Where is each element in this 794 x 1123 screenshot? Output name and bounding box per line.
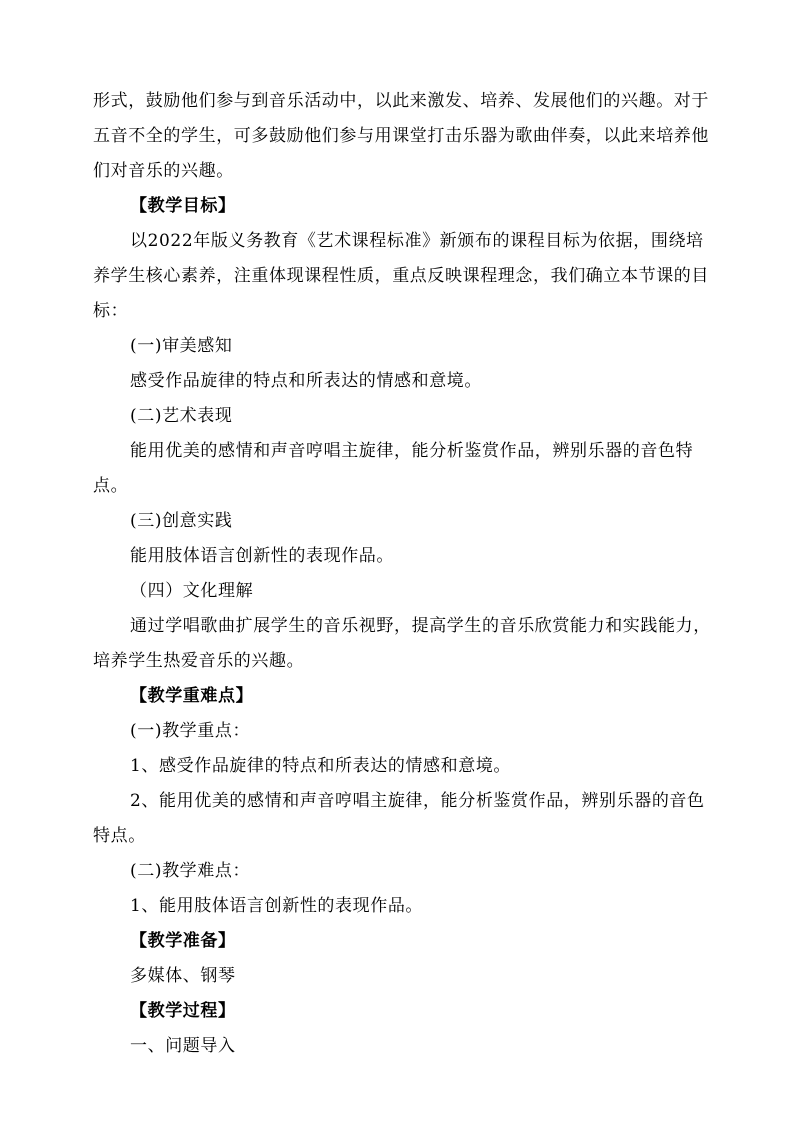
goal-1-title: (一)审美感知 <box>130 336 233 356</box>
goal-4-title: （四）文化理解 <box>130 581 254 601</box>
teaching-prep-text: 多媒体、钢琴 <box>130 966 236 986</box>
teaching-prep-heading: 【教学准备】 <box>130 931 236 951</box>
goal-4-text: 通过学唱歌曲扩展学生的音乐视野，提高学生的音乐欣赏能力和实践能力，培养学生热爱音乐的兴趣。 <box>93 616 711 671</box>
teaching-process-heading: 【教学过程】 <box>130 1001 236 1021</box>
goal-3-text: 能用肢体语言创新性的表现作品。 <box>130 546 394 566</box>
difficult-point-item-1: 1、能用肢体语言创新性的表现作品。 <box>130 896 424 916</box>
goal-1-text: 感受作品旋律的特点和所表达的情感和意境。 <box>130 371 482 391</box>
teaching-process-step-1: 一、问题导入 <box>130 1036 236 1056</box>
key-points-heading: 【教学重难点】 <box>130 686 254 706</box>
teaching-goals-paragraph: 以2022年版义务教育《艺术课程标准》新颁布的课程目标为依据，围绕培养学生核心素养，注重体现课程性质，重点反映课程理念，我们确立本节课的目标： <box>93 231 709 321</box>
goal-2-text: 能用优美的感情和声音哼唱主旋律，能分析鉴赏作品，辨别乐器的音色特点。 <box>93 441 694 496</box>
teaching-goals-heading: 【教学目标】 <box>130 196 236 216</box>
document-body <box>93 84 713 1064</box>
key-point-item-1: 1、感受作品旋律的特点和所表达的情感和意境。 <box>130 756 512 776</box>
key-points-title: (一)教学重点： <box>130 721 251 741</box>
key-point-item-2: 2、能用优美的感情和声音哼唱主旋律，能分析鉴赏作品，辨别乐器的音色特点。 <box>93 791 705 846</box>
intro-paragraph: 形式，鼓励他们参与到音乐活动中，以此来激发、培养、发展他们的兴趣。对于五音不全的学生，可多鼓励他们参与用课堂打击乐器为歌曲伴奏，以此来培养他们对音乐的兴趣。 <box>93 91 709 181</box>
goal-3-title: (三)创意实践 <box>130 511 233 531</box>
goal-2-title: (二)艺术表现 <box>130 406 233 426</box>
difficult-points-title: (二)教学难点： <box>130 861 251 881</box>
